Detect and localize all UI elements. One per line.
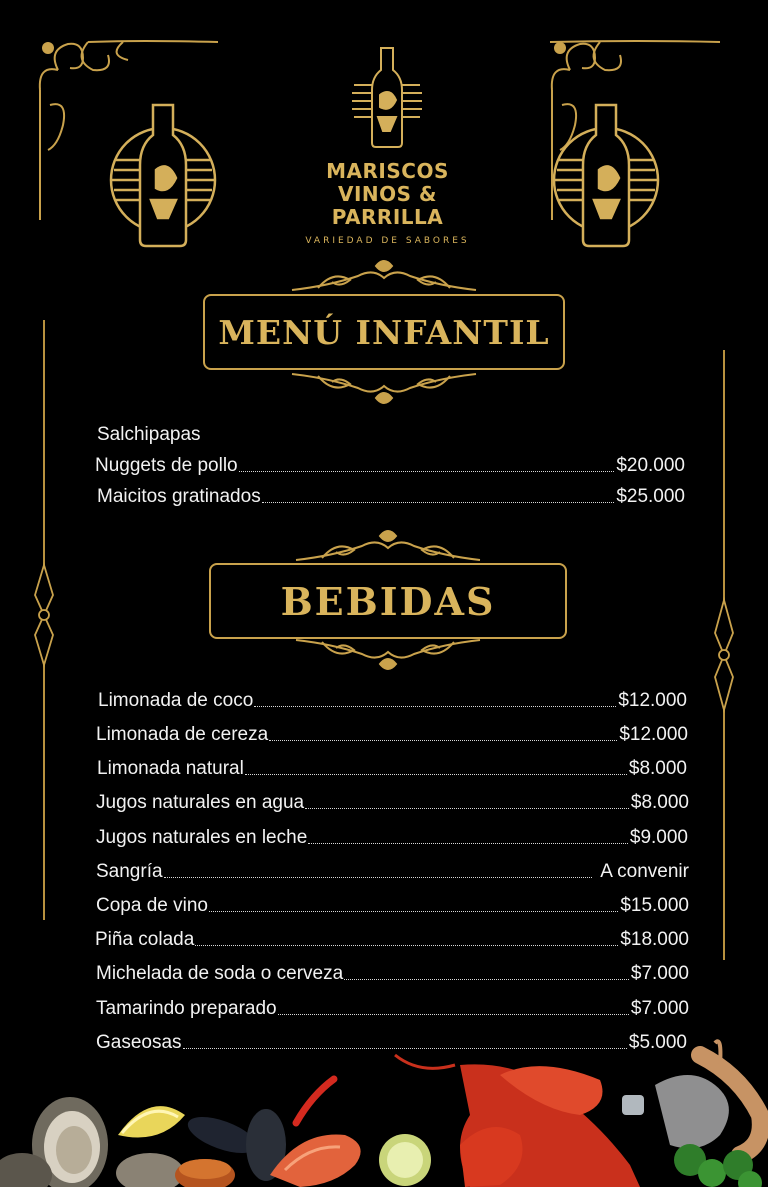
menu-item-name: Limonada de cereza — [96, 724, 269, 745]
dot-leader — [164, 877, 593, 878]
dot-leader — [209, 911, 618, 912]
dot-leader — [305, 808, 629, 809]
menu-item-name: Gaseosas — [96, 1032, 182, 1053]
menu-item-limonada-natural — [97, 759, 687, 778]
menu-item-price: $12.000 — [618, 690, 687, 711]
menu-item-nuggets — [95, 456, 685, 475]
menu-item-name: Michelada de soda o cerveza — [96, 963, 344, 984]
brand-line-2: VINOS & PARRILLA — [331, 182, 444, 229]
menu-item-price: $12.000 — [619, 724, 688, 745]
menu-item-name: Salchipapas — [97, 424, 201, 445]
menu-item-price: A convenir — [600, 861, 689, 882]
dot-leader — [308, 843, 628, 844]
menu-item-jugos-leche — [96, 828, 688, 847]
menu-item-salchipapas — [97, 425, 201, 444]
menu-item-name: Piña colada — [95, 929, 195, 950]
dot-leader — [254, 706, 616, 707]
menu-item-price: $15.000 — [620, 895, 689, 916]
kids-section-title: MENÚ INFANTIL — [218, 312, 550, 352]
bottle-logo-left — [106, 100, 220, 250]
lemon-wedge-icon — [118, 1106, 185, 1137]
menu-item-name: Limonada natural — [97, 758, 244, 779]
menu-item-name: Tamarindo preparado — [96, 998, 277, 1019]
menu-item-name: Jugos naturales en leche — [96, 827, 308, 848]
menu-item-tamarindo — [96, 999, 689, 1018]
dot-leader — [278, 1014, 629, 1015]
bottle-logo-right — [549, 100, 663, 250]
bottle-logo-center — [350, 45, 424, 150]
dot-leader — [344, 979, 629, 980]
menu-item-jugos-agua — [96, 793, 689, 812]
menu-item-name: Limonada de coco — [98, 690, 254, 711]
prawn-icon — [655, 1041, 761, 1155]
menu-item-name: Sangría — [96, 861, 163, 882]
menu-item-price: $25.000 — [616, 486, 685, 507]
brand-line-1: MARISCOS — [326, 159, 449, 183]
menu-item-copa-vino — [96, 896, 689, 915]
kids-title-box — [203, 294, 565, 370]
brand-block — [300, 160, 475, 246]
menu-item-sangria — [96, 862, 689, 881]
drinks-title-box — [209, 563, 567, 639]
menu-item-price: $7.000 — [630, 998, 689, 1019]
menu-item-price: $8.000 — [628, 758, 687, 779]
menu-item-name: Copa de vino — [96, 895, 208, 916]
drinks-section-title: BEBIDAS — [280, 578, 496, 624]
dot-leader — [239, 471, 615, 472]
menu-item-limonada-cereza — [96, 725, 688, 744]
menu-item-maicitos — [97, 487, 685, 506]
menu-item-limonada-coco — [98, 691, 687, 710]
menu-item-name: Maicitos gratinados — [97, 486, 261, 507]
lobster-icon — [395, 1055, 640, 1187]
menu-item-price: $5.000 — [628, 1032, 687, 1053]
menu-item-price: $20.000 — [616, 455, 685, 476]
flourish-top-bebidas — [292, 528, 484, 566]
dot-leader — [195, 945, 618, 946]
flourish-bottom-bebidas — [292, 634, 484, 672]
dot-leader — [262, 502, 615, 503]
menu-item-price: $9.000 — [629, 827, 688, 848]
flourish-top-infantil — [288, 258, 480, 296]
menu-item-price: $7.000 — [630, 963, 689, 984]
dot-leader — [269, 740, 617, 741]
menu-item-name: Nuggets de pollo — [95, 455, 238, 476]
left-side-ornament — [31, 560, 57, 670]
seafood-illustration — [0, 1032, 768, 1187]
menu-item-price: $18.000 — [620, 929, 689, 950]
menu-item-price: $8.000 — [630, 792, 689, 813]
dot-leader — [245, 774, 627, 775]
flourish-bottom-infantil — [288, 368, 480, 406]
menu-item-pina-colada — [95, 930, 689, 949]
right-side-ornament — [711, 595, 737, 715]
menu-item-name: Jugos naturales en agua — [96, 792, 305, 813]
menu-item-michelada — [96, 964, 689, 983]
brand-tagline: VARIEDAD DE SABORES — [305, 236, 470, 246]
